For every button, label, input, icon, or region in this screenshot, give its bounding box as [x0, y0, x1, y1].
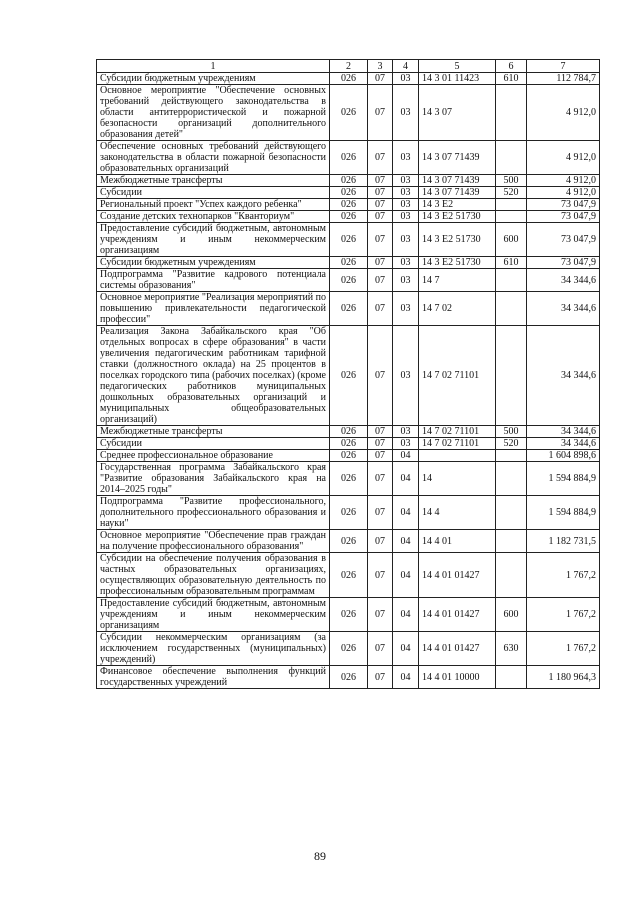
- amount-cell: 34 344,6: [527, 426, 600, 438]
- row-name-cell: Межбюджетные трансферты: [97, 426, 330, 438]
- subsection-cell: 03: [393, 257, 419, 269]
- expense-type-cell: [496, 141, 527, 175]
- admin-code-cell: 026: [330, 292, 368, 326]
- expense-type-cell: [496, 211, 527, 223]
- admin-code-cell: 026: [330, 211, 368, 223]
- target-article-cell: 14 3 E2 51730: [419, 223, 496, 257]
- page-number: 89: [314, 849, 326, 863]
- header-cell: 4: [393, 60, 419, 73]
- expense-type-cell: 630: [496, 632, 527, 666]
- table-row: [97, 85, 600, 141]
- section-cell: 07: [368, 326, 393, 426]
- section-cell: 07: [368, 257, 393, 269]
- expense-type-cell: [496, 666, 527, 689]
- admin-code-cell: 026: [330, 450, 368, 462]
- section-cell: 07: [368, 141, 393, 175]
- target-article-cell: 14 3 07 71439: [419, 175, 496, 187]
- header-cell: 7: [527, 60, 600, 73]
- expense-type-cell: 600: [496, 598, 527, 632]
- target-article-cell: 14 3 E2: [419, 199, 496, 211]
- expense-type-cell: [496, 269, 527, 292]
- row-name-cell: Субсидии на обеспечение получения образования в частных образовательных организациях, осуществляющих образовательную деятельность по профессиональным образовательным программам: [97, 553, 330, 598]
- table-row: [97, 598, 600, 632]
- table-row: [97, 73, 600, 85]
- expense-type-cell: [496, 199, 527, 211]
- section-cell: 07: [368, 426, 393, 438]
- expense-type-cell: 520: [496, 438, 527, 450]
- table-row: [97, 553, 600, 598]
- admin-code-cell: 026: [330, 326, 368, 426]
- subsection-cell: 04: [393, 598, 419, 632]
- amount-cell: 1 182 731,5: [527, 530, 600, 553]
- amount-cell: 73 047,9: [527, 199, 600, 211]
- section-cell: 07: [368, 553, 393, 598]
- expense-type-cell: [496, 462, 527, 496]
- subsection-cell: 03: [393, 211, 419, 223]
- amount-cell: 1 604 898,6: [527, 450, 600, 462]
- admin-code-cell: 026: [330, 85, 368, 141]
- amount-cell: 34 344,6: [527, 269, 600, 292]
- subsection-cell: 04: [393, 553, 419, 598]
- section-cell: 07: [368, 187, 393, 199]
- expense-type-cell: 500: [496, 175, 527, 187]
- admin-code-cell: 026: [330, 257, 368, 269]
- table-row: [97, 530, 600, 553]
- amount-cell: 1 594 884,9: [527, 462, 600, 496]
- amount-cell: 4 912,0: [527, 141, 600, 175]
- table-row: [97, 257, 600, 269]
- expense-type-cell: 600: [496, 223, 527, 257]
- header-cell: 6: [496, 60, 527, 73]
- target-article-cell: 14 7 02 71101: [419, 426, 496, 438]
- admin-code-cell: 026: [330, 426, 368, 438]
- section-cell: 07: [368, 292, 393, 326]
- subsection-cell: 04: [393, 496, 419, 530]
- amount-cell: 73 047,9: [527, 211, 600, 223]
- row-name-cell: Подпрограмма "Развитие профессионального, дополнительного профессионального образования и науки": [97, 496, 330, 530]
- admin-code-cell: 026: [330, 462, 368, 496]
- section-cell: 07: [368, 175, 393, 187]
- section-cell: 07: [368, 496, 393, 530]
- expense-type-cell: [496, 292, 527, 326]
- section-cell: 07: [368, 530, 393, 553]
- amount-cell: 34 344,6: [527, 292, 600, 326]
- section-cell: 07: [368, 223, 393, 257]
- row-name-cell: Подпрограмма "Развитие кадрового потенциала системы образования": [97, 269, 330, 292]
- subsection-cell: 03: [393, 223, 419, 257]
- budget-table: [96, 59, 600, 689]
- section-cell: 07: [368, 85, 393, 141]
- section-cell: 07: [368, 438, 393, 450]
- table-row: [97, 199, 600, 211]
- row-name-cell: Основное мероприятие "Обеспечение основных требований действующего законодательства в области антитеррористической и пожарной безопасности организаций дополнительного образования детей": [97, 85, 330, 141]
- header-cell: 5: [419, 60, 496, 73]
- row-name-cell: Субсидии: [97, 438, 330, 450]
- section-cell: 07: [368, 269, 393, 292]
- table-row: [97, 496, 600, 530]
- row-name-cell: Предоставление субсидий бюджетным, автономным учреждениям и иным некоммерческим организациям: [97, 223, 330, 257]
- admin-code-cell: 026: [330, 598, 368, 632]
- target-article-cell: 14 3 07 71439: [419, 187, 496, 199]
- subsection-cell: 03: [393, 175, 419, 187]
- row-name-cell: Межбюджетные трансферты: [97, 175, 330, 187]
- subsection-cell: 04: [393, 462, 419, 496]
- table-row: [97, 632, 600, 666]
- table-row: [97, 426, 600, 438]
- row-name-cell: Создание детских технопарков "Кванториум": [97, 211, 330, 223]
- subsection-cell: 03: [393, 141, 419, 175]
- target-article-cell: 14: [419, 462, 496, 496]
- row-name-cell: Основное мероприятие "Обеспечение прав граждан на получение профессионального образования": [97, 530, 330, 553]
- table-row: [97, 438, 600, 450]
- section-cell: 07: [368, 632, 393, 666]
- admin-code-cell: 026: [330, 496, 368, 530]
- table-header-row: [97, 60, 600, 73]
- subsection-cell: 04: [393, 632, 419, 666]
- section-cell: 07: [368, 462, 393, 496]
- admin-code-cell: 026: [330, 141, 368, 175]
- row-name-cell: Обеспечение основных требований действующего законодательства в области пожарной безопасности образовательных организаций: [97, 141, 330, 175]
- row-name-cell: Среднее профессиональное образование: [97, 450, 330, 462]
- admin-code-cell: 026: [330, 666, 368, 689]
- target-article-cell: 14 4 01 01427: [419, 553, 496, 598]
- row-name-cell: Финансовое обеспечение выполнения функций государственных учреждений: [97, 666, 330, 689]
- header-cell: 2: [330, 60, 368, 73]
- target-article-cell: 14 4 01: [419, 530, 496, 553]
- amount-cell: 4 912,0: [527, 187, 600, 199]
- admin-code-cell: 026: [330, 530, 368, 553]
- target-article-cell: 14 7 02 71101: [419, 326, 496, 426]
- target-article-cell: 14 4 01 01427: [419, 632, 496, 666]
- table-row: [97, 175, 600, 187]
- target-article-cell: 14 4 01 01427: [419, 598, 496, 632]
- admin-code-cell: 026: [330, 199, 368, 211]
- section-cell: 07: [368, 73, 393, 85]
- amount-cell: 1 767,2: [527, 632, 600, 666]
- expense-type-cell: 520: [496, 187, 527, 199]
- section-cell: 07: [368, 450, 393, 462]
- row-name-cell: Предоставление субсидий бюджетным, автономным учреждениям и иным некоммерческим организациям: [97, 598, 330, 632]
- section-cell: 07: [368, 598, 393, 632]
- subsection-cell: 03: [393, 326, 419, 426]
- table-row: [97, 223, 600, 257]
- subsection-cell: 03: [393, 85, 419, 141]
- admin-code-cell: 026: [330, 438, 368, 450]
- table-row: [97, 666, 600, 689]
- header-cell: 1: [97, 60, 330, 73]
- row-name-cell: Субсидии бюджетным учреждениям: [97, 257, 330, 269]
- expense-type-cell: 610: [496, 73, 527, 85]
- target-article-cell: 14 3 07: [419, 85, 496, 141]
- amount-cell: 1 594 884,9: [527, 496, 600, 530]
- row-name-cell: Субсидии некоммерческим организациям (за исключением государственных (муниципальных) учреждений): [97, 632, 330, 666]
- subsection-cell: 03: [393, 187, 419, 199]
- subsection-cell: 03: [393, 199, 419, 211]
- row-name-cell: Региональный проект "Успех каждого ребенка": [97, 199, 330, 211]
- table-row: [97, 450, 600, 462]
- expense-type-cell: [496, 530, 527, 553]
- table-row: [97, 292, 600, 326]
- subsection-cell: 04: [393, 450, 419, 462]
- target-article-cell: 14 4: [419, 496, 496, 530]
- subsection-cell: 04: [393, 530, 419, 553]
- admin-code-cell: 026: [330, 223, 368, 257]
- amount-cell: 112 784,7: [527, 73, 600, 85]
- target-article-cell: 14 7: [419, 269, 496, 292]
- table-row: [97, 187, 600, 199]
- admin-code-cell: 026: [330, 553, 368, 598]
- target-article-cell: 14 4 01 10000: [419, 666, 496, 689]
- section-cell: 07: [368, 666, 393, 689]
- amount-cell: 1 180 964,3: [527, 666, 600, 689]
- row-name-cell: Реализация Закона Забайкальского края "Об отдельных вопросах в сфере образования" в части увеличения педагогическим работникам тарифной ставки (должностного оклада) на 25 процентов в поселках городского типа (рабочих поселках) (кроме педагогических работников муниципальных дошкольных образовательных организаций и муниципальных общеобразовательных организаций): [97, 326, 330, 426]
- amount-cell: 34 344,6: [527, 326, 600, 426]
- row-name-cell: Субсидии бюджетным учреждениям: [97, 73, 330, 85]
- table-row: [97, 326, 600, 426]
- target-article-cell: 14 7 02: [419, 292, 496, 326]
- amount-cell: 73 047,9: [527, 257, 600, 269]
- table-row: [97, 462, 600, 496]
- amount-cell: 4 912,0: [527, 175, 600, 187]
- admin-code-cell: 026: [330, 187, 368, 199]
- amount-cell: 73 047,9: [527, 223, 600, 257]
- admin-code-cell: 026: [330, 632, 368, 666]
- table-row: [97, 269, 600, 292]
- row-name-cell: Субсидии: [97, 187, 330, 199]
- expense-type-cell: [496, 85, 527, 141]
- table-row: [97, 141, 600, 175]
- target-article-cell: 14 3 01 11423: [419, 73, 496, 85]
- amount-cell: 34 344,6: [527, 438, 600, 450]
- target-article-cell: 14 3 07 71439: [419, 141, 496, 175]
- expense-type-cell: 500: [496, 426, 527, 438]
- subsection-cell: 03: [393, 292, 419, 326]
- amount-cell: 1 767,2: [527, 598, 600, 632]
- row-name-cell: Государственная программа Забайкальского края "Развитие образования Забайкальского края на 2014–2025 годы": [97, 462, 330, 496]
- header-cell: 3: [368, 60, 393, 73]
- admin-code-cell: 026: [330, 175, 368, 187]
- expense-type-cell: 610: [496, 257, 527, 269]
- amount-cell: 1 767,2: [527, 553, 600, 598]
- subsection-cell: 03: [393, 426, 419, 438]
- row-name-cell: Основное мероприятие "Реализация мероприятий по повышению привлекательности педагогической профессии": [97, 292, 330, 326]
- table-row: [97, 211, 600, 223]
- subsection-cell: 03: [393, 269, 419, 292]
- expense-type-cell: [496, 450, 527, 462]
- admin-code-cell: 026: [330, 73, 368, 85]
- target-article-cell: [419, 450, 496, 462]
- subsection-cell: 03: [393, 438, 419, 450]
- target-article-cell: 14 3 E2 51730: [419, 257, 496, 269]
- target-article-cell: 14 7 02 71101: [419, 438, 496, 450]
- expense-type-cell: [496, 326, 527, 426]
- subsection-cell: 03: [393, 73, 419, 85]
- section-cell: 07: [368, 211, 393, 223]
- expense-type-cell: [496, 496, 527, 530]
- admin-code-cell: 026: [330, 269, 368, 292]
- section-cell: 07: [368, 199, 393, 211]
- target-article-cell: 14 3 E2 51730: [419, 211, 496, 223]
- amount-cell: 4 912,0: [527, 85, 600, 141]
- subsection-cell: 04: [393, 666, 419, 689]
- expense-type-cell: [496, 553, 527, 598]
